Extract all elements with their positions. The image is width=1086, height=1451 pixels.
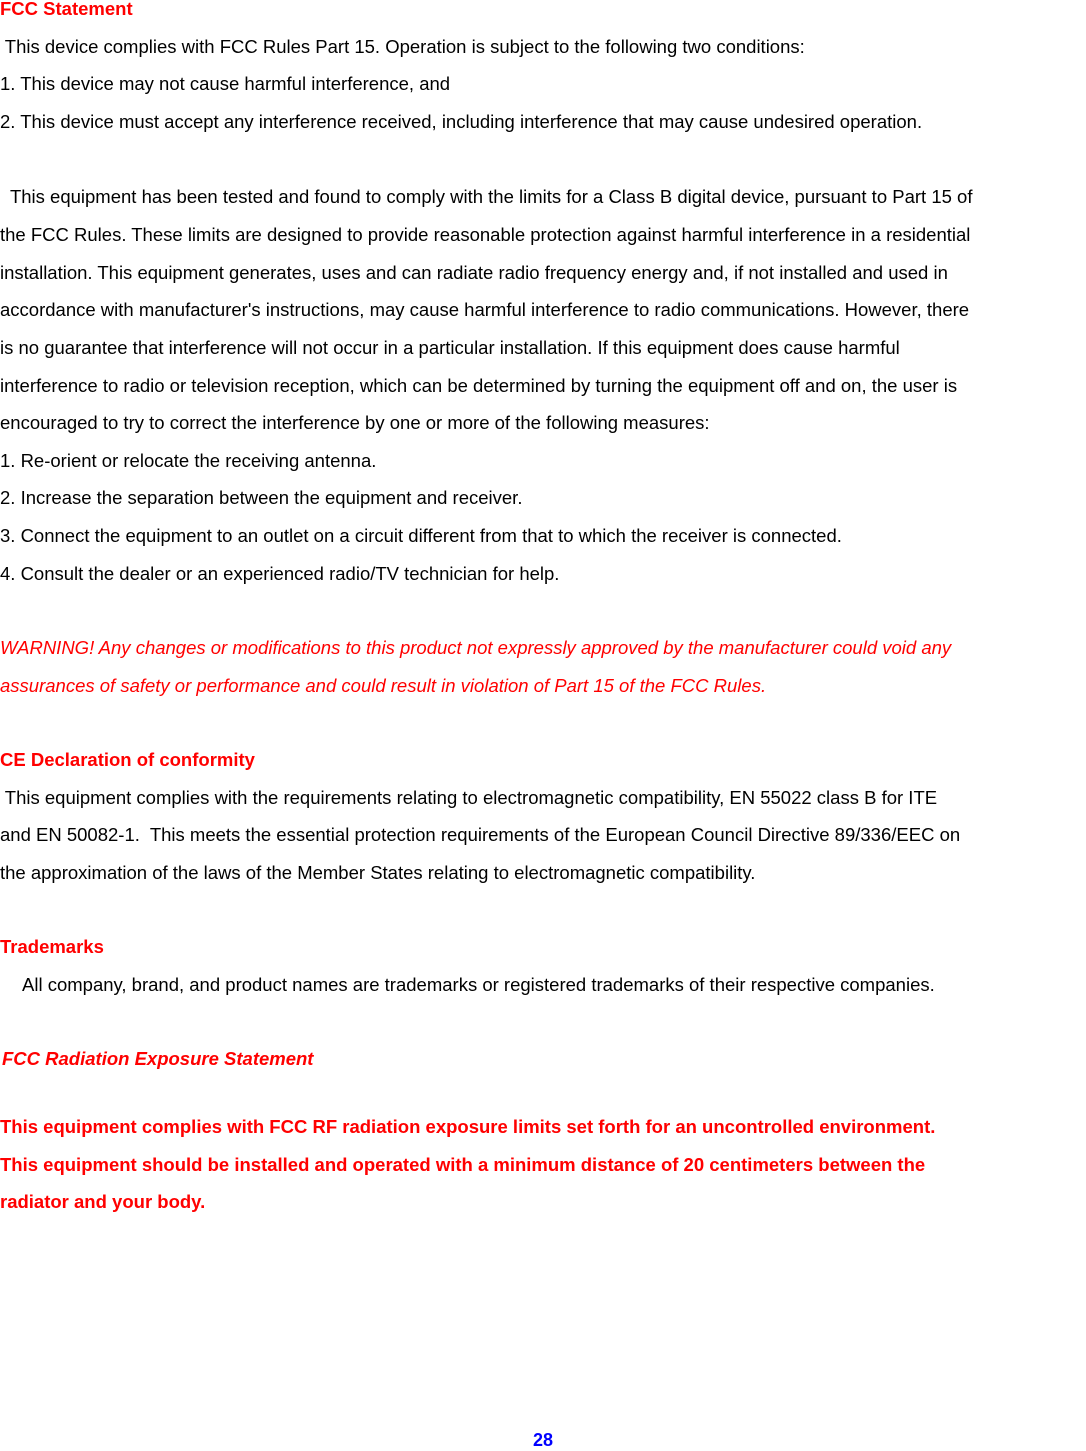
radiation-line: radiator and your body. bbox=[0, 1191, 206, 1212]
fcc-warning-line: WARNING! Any changes or modifications to this product not expressly approved by the manufacturer could void any bbox=[0, 637, 952, 658]
ce-line: This equipment complies with the requirements relating to electromagnetic compatibility, EN 55022 class B for ITE bbox=[0, 787, 938, 808]
fcc-measure-3: 3. Connect the equipment to an outlet on a circuit different from that to which the receiver is connected. bbox=[0, 525, 842, 546]
ce-line: and EN 50082-1. This meets the essential protection requirements of the European Council Directive 89/336/EEC on bbox=[0, 824, 961, 845]
fcc-paragraph-line: encouraged to try to correct the interference by one or more of the following measures: bbox=[0, 412, 710, 433]
fcc-condition-1: 1. This device may not cause harmful interference, and bbox=[0, 73, 451, 94]
fcc-warning-line: assurances of safety or performance and could result in violation of Part 15 of the FCC Rules. bbox=[0, 675, 767, 696]
fcc-intro: This device complies with FCC Rules Part 15. Operation is subject to the following two conditions: bbox=[0, 36, 805, 57]
trademarks-heading: Trademarks bbox=[0, 936, 104, 957]
ce-declaration-heading: CE Declaration of conformity bbox=[0, 749, 255, 770]
radiation-line: This equipment should be installed and operated with a minimum distance of 20 centimeters between the bbox=[0, 1154, 926, 1175]
fcc-paragraph-line: installation. This equipment generates, uses and can radiate radio frequency energy and, if not installed and used in bbox=[0, 262, 948, 283]
fcc-condition-2: 2. This device must accept any interference received, including interference that may cause undesired operation. bbox=[0, 111, 923, 132]
fcc-statement-heading: FCC Statement bbox=[0, 0, 133, 19]
fcc-measure-2: 2. Increase the separation between the equipment and receiver. bbox=[0, 487, 523, 508]
radiation-line: This equipment complies with FCC RF radiation exposure limits set forth for an uncontrolled environment. bbox=[0, 1116, 936, 1137]
fcc-paragraph-line: the FCC Rules. These limits are designed to provide reasonable protection against harmful interference in a residential bbox=[0, 224, 971, 245]
fcc-paragraph-line: accordance with manufacturer's instructions, may cause harmful interference to radio communications. However, there bbox=[0, 299, 970, 320]
trademarks-text: All company, brand, and product names are trademarks or registered trademarks of their respective companies. bbox=[22, 974, 935, 995]
page-number: 28 bbox=[532, 1430, 554, 1450]
radiation-heading: FCC Radiation Exposure Statement bbox=[2, 1048, 314, 1069]
fcc-paragraph-line: This equipment has been tested and found to comply with the limits for a Class B digital device, pursuant to Part 15 of bbox=[0, 186, 973, 207]
fcc-paragraph-line: is no guarantee that interference will not occur in a particular installation. If this equipment does cause harmful bbox=[0, 337, 900, 358]
fcc-measure-4: 4. Consult the dealer or an experienced radio/TV technician for help. bbox=[0, 563, 560, 584]
fcc-measure-1: 1. Re-orient or relocate the receiving antenna. bbox=[0, 450, 377, 471]
fcc-paragraph-line: interference to radio or television reception, which can be determined by turning the equipment off and on, the user is bbox=[0, 375, 958, 396]
ce-line: the approximation of the laws of the Member States relating to electromagnetic compatibility. bbox=[0, 862, 756, 883]
